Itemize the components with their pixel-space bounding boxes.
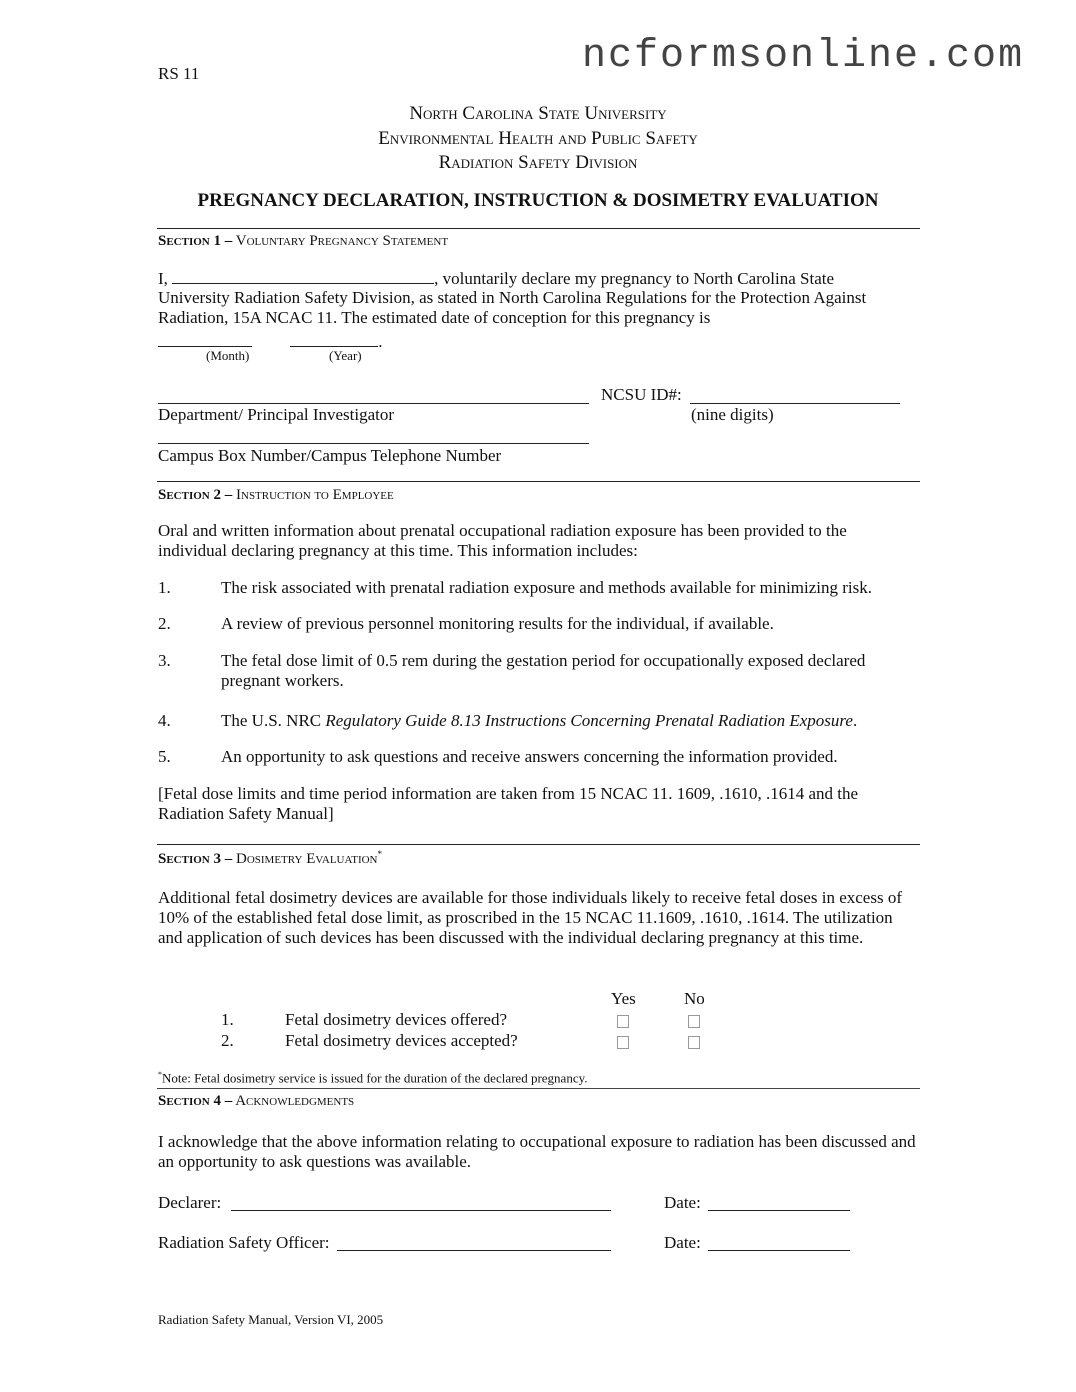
accepted-yes-checkbox[interactable] [617, 1036, 629, 1049]
divider [157, 481, 920, 482]
declaration-i: I, [158, 269, 168, 288]
rso-label: Radiation Safety Officer: [158, 1233, 330, 1252]
conception-period: . [378, 332, 383, 351]
declaration-line-3: Radiation, 15A NCAC 11. The estimated date of conception for this pregnancy is [158, 308, 711, 327]
question-devices-offered: Fetal dosimetry devices offered? [285, 1010, 508, 1029]
year-field[interactable] [290, 331, 378, 347]
section-4-name: Acknowledgments [235, 1093, 355, 1109]
instruction-item: The fetal dose limit of 0.5 rem during the gestation period for occupationally exposed declared pregnant workers. [221, 651, 866, 690]
question-number: 1. [221, 1010, 234, 1029]
divider [157, 228, 920, 229]
section-4-number: Section 4 – [158, 1093, 233, 1109]
section-3-paragraph: Additional fetal dosimetry devices are available for those individuals likely to receive fetal doses in excess of 10% of the established fetal dose limit, as proscribed in the 15 NCAC 11.1609, .1610, .1614. The utilization and application of such devices has been discussed with the individual declaring pregnancy at this time. [158, 888, 902, 947]
month-label: (Month) [206, 348, 250, 363]
month-field[interactable] [158, 331, 252, 347]
ncsu-id-field[interactable] [690, 403, 900, 404]
header-university: North Carolina State University [409, 103, 667, 124]
section-2-intro: Oral and written information about prenatal occupational radiation exposure has been provided to the individual declaring pregnancy at this time. This information includes: [158, 521, 847, 560]
section-3-name: Dosimetry Evaluation [236, 851, 378, 867]
item-number: 3. [158, 651, 171, 670]
section-2-heading [158, 487, 394, 504]
header-division: Radiation Safety Division [438, 152, 638, 173]
watermark: ncformsonline.com [582, 34, 1025, 79]
note-asterisk: * [158, 1070, 162, 1079]
item-number: 2. [158, 614, 171, 633]
question-number: 2. [221, 1031, 234, 1050]
footer: Radiation Safety Manual, Version VI, 2005 [158, 1312, 384, 1327]
date-label: Date: [664, 1193, 701, 1212]
section-2-number: Section 2 – [158, 487, 233, 503]
rso-signature-field[interactable] [337, 1250, 611, 1251]
department-field[interactable] [158, 403, 589, 404]
declaration-text-1: , voluntarily declare my pregnancy to North Carolina State [434, 269, 835, 288]
no-header: No [684, 989, 705, 1008]
instruction-item: The risk associated with prenatal radiation exposure and methods available for minimizing risk. [221, 578, 873, 597]
section-4-paragraph: I acknowledge that the above information relating to occupational exposure to radiation has been discussed and an opportunity to ask questions was available. [158, 1132, 916, 1171]
instruction-item: An opportunity to ask questions and receive answers concerning the information provided. [221, 747, 838, 766]
instruction-item: A review of previous personnel monitoring results for the individual, if available. [221, 614, 774, 633]
offered-no-checkbox[interactable] [688, 1015, 700, 1028]
section-1-name: Voluntary Pregnancy Statement [235, 233, 449, 249]
item-4-prefix: The U.S. NRC [221, 711, 326, 730]
item-number: 5. [158, 747, 171, 766]
divider [157, 1088, 920, 1089]
declarer-label: Declarer: [158, 1193, 222, 1212]
dosimetry-note [158, 1070, 588, 1086]
department-label: Department/ Principal Investigator [158, 405, 395, 424]
section-2-footnote: [Fetal dose limits and time period information are taken from 15 NCAC 11. 1609, .1610, .1614 and the Radiation Safety Manual] [158, 784, 859, 823]
divider [157, 844, 920, 845]
section-4-heading [158, 1093, 354, 1110]
regulatory-guide-title: Regulatory Guide 8.13 Instructions Concerning Prenatal Radiation Exposure [325, 711, 853, 730]
asterisk: * [377, 849, 382, 859]
rso-date-field[interactable] [708, 1250, 850, 1251]
item-number: 1. [158, 578, 171, 597]
declarer-date-field[interactable] [708, 1210, 850, 1211]
ncsu-id-hint: (nine digits) [691, 405, 774, 424]
question-devices-accepted: Fetal dosimetry devices accepted? [285, 1031, 518, 1050]
accepted-no-checkbox[interactable] [688, 1036, 700, 1049]
section-3-number: Section 3 – [158, 851, 233, 867]
declaration-line-1 [158, 268, 834, 289]
item-4-suffix: . [852, 711, 858, 730]
declaration-line-2: University Radiation Safety Division, as stated in North Carolina Regulations for the Protection Against [158, 288, 867, 307]
campus-box-field[interactable] [158, 443, 589, 444]
ncsu-id-label: NCSU ID#: [601, 385, 682, 404]
section-2-name: Instruction to Employee [236, 487, 394, 503]
header-department: Environmental Health and Public Safety [378, 128, 698, 149]
form-code: RS 11 [158, 64, 200, 83]
section-3-heading [158, 849, 382, 868]
item-number: 4. [158, 711, 171, 730]
offered-yes-checkbox[interactable] [617, 1015, 629, 1028]
yes-header: Yes [611, 989, 636, 1008]
note-text: Note: Fetal dosimetry service is issued for the duration of the declared pregnancy. [162, 1070, 588, 1086]
date-label: Date: [664, 1233, 701, 1252]
section-1-heading [158, 233, 448, 250]
section-1-number: Section 1 – [158, 233, 233, 249]
year-label: (Year) [329, 348, 362, 363]
instruction-item [221, 711, 921, 731]
declarer-signature-field[interactable] [231, 1210, 611, 1211]
declarant-name-field[interactable] [172, 268, 434, 284]
form-title: PREGNANCY DECLARATION, INSTRUCTION & DOSIMETRY EVALUATION [197, 190, 879, 211]
campus-box-label: Campus Box Number/Campus Telephone Number [158, 446, 502, 465]
